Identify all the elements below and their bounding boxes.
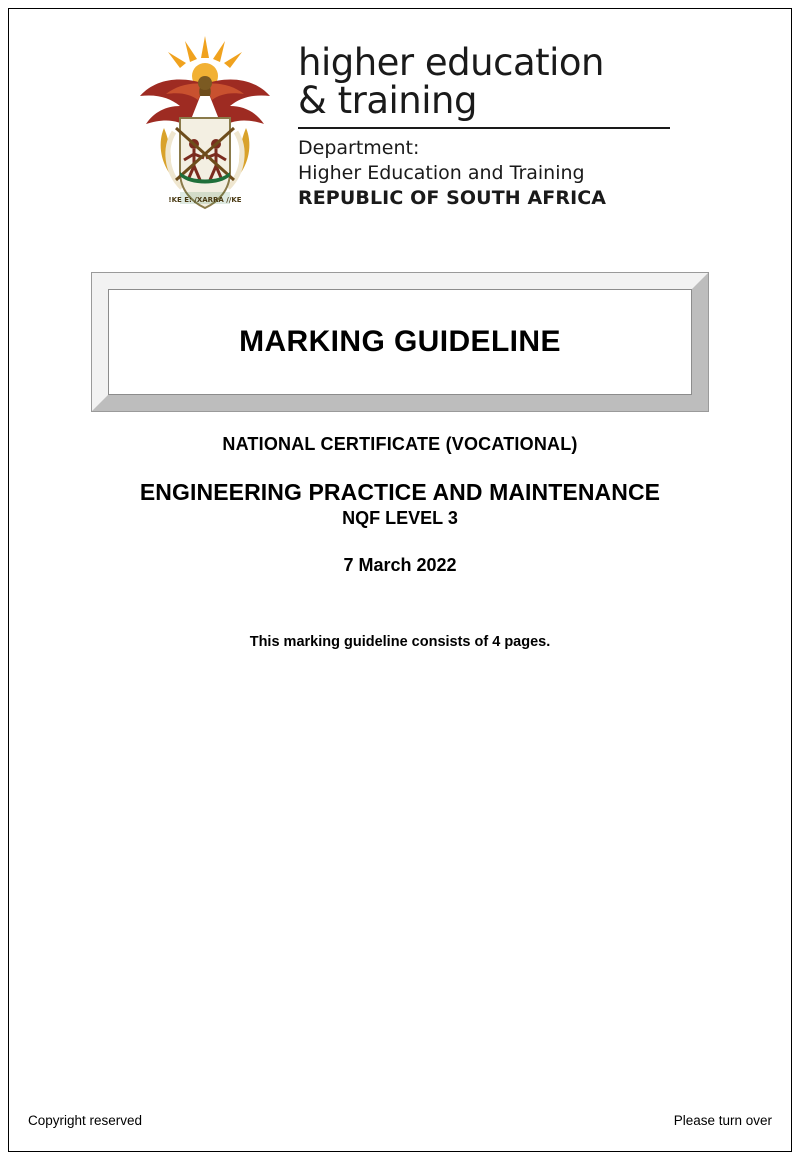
svg-text:!KE E: /XARRA //KE: !KE E: /XARRA //KE bbox=[168, 196, 242, 204]
wordmark-divider bbox=[298, 127, 670, 129]
certificate-name: NATIONAL CERTIFICATE (VOCATIONAL) bbox=[222, 434, 578, 454]
footer-copyright: Copyright reserved bbox=[28, 1113, 143, 1128]
department-wordmark bbox=[298, 32, 670, 211]
nqf-level: NQF LEVEL 3 bbox=[342, 508, 458, 528]
wordmark-line2: & training bbox=[298, 78, 477, 122]
document-headings bbox=[48, 434, 752, 650]
exam-date: 7 March 2022 bbox=[343, 555, 457, 575]
document-header bbox=[48, 8, 752, 222]
south-africa-coat-of-arms-icon bbox=[130, 32, 280, 222]
republic-label: REPUBLIC OF SOUTH AFRICA bbox=[298, 186, 607, 209]
title-plaque-wrapper bbox=[48, 272, 752, 412]
wordmark-line1: higher education bbox=[298, 41, 604, 84]
title-plaque-inner bbox=[108, 289, 692, 395]
page-footer bbox=[28, 1113, 772, 1128]
subject-name: ENGINEERING PRACTICE AND MAINTENANCE bbox=[139, 479, 661, 505]
page-content bbox=[8, 8, 792, 1152]
page-title: MARKING GUIDELINE bbox=[239, 325, 561, 358]
footer-turn-over: Please turn over bbox=[673, 1113, 772, 1128]
department-label: Department: bbox=[298, 137, 420, 160]
department-name: Higher Education and Training bbox=[298, 162, 585, 185]
title-plaque-frame bbox=[91, 272, 709, 412]
page-count-note: This marking guideline consists of 4 pages. bbox=[249, 634, 551, 650]
